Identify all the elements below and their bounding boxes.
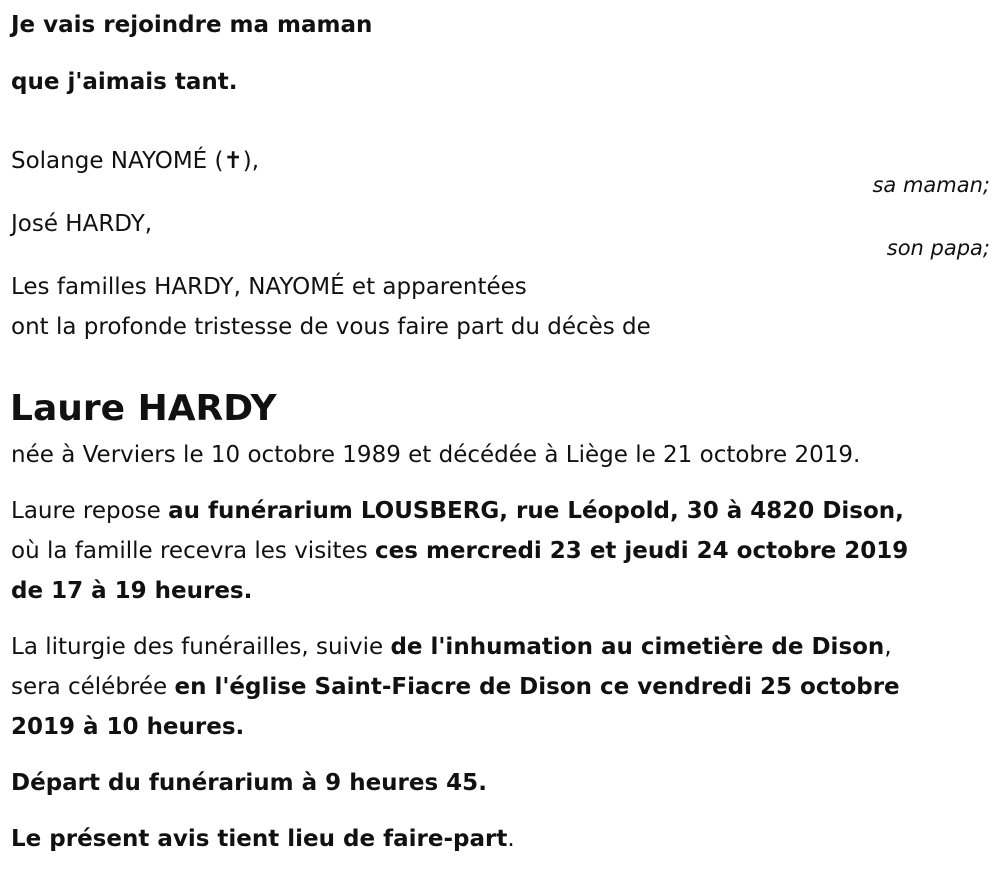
funeral-line-1-comma: ,	[884, 634, 892, 660]
visitation-line-1	[11, 496, 904, 526]
visitation-line-2	[11, 536, 908, 566]
father-name: José HARDY,	[11, 211, 153, 237]
quote-line-1: Je vais rejoindre ma maman	[11, 12, 373, 38]
families-line-2: ont la profonde tristesse de vous faire part du décès de	[11, 314, 651, 340]
church-and-date: en l'église Saint-Fiacre de Dison ce vendredi 25 octobre	[174, 674, 900, 700]
visitation-line-1-text: Laure repose	[11, 498, 169, 524]
funeral-line-2-text: sera célébrée	[11, 674, 175, 700]
departure-line: Départ du funérarium à 9 heures 45.	[11, 770, 487, 796]
visitation-hours: de 17 à 19 heures.	[11, 578, 253, 604]
notice-text: Le présent avis tient lieu de faire-part	[11, 826, 508, 852]
funeral-time: 2019 à 10 heures.	[11, 714, 245, 740]
visitation-days: ces mercredi 23 et jeudi 24 octobre 2019	[375, 538, 909, 564]
funeral-line-1-text: La liturgie des funérailles, suivie	[11, 634, 391, 660]
deceased-name: Laure HARDY	[10, 388, 277, 429]
burial-place: de l'inhumation au cimetière de Dison	[390, 634, 885, 660]
father-role: son papa;	[886, 236, 990, 260]
funeral-line-2	[11, 672, 900, 702]
visitation-line-2-text: où la famille recevra les visites	[11, 538, 376, 564]
funeral-home-address: au funérarium LOUSBERG, rue Léopold, 30 à 4820 Dison,	[168, 498, 904, 524]
mother-role: sa maman;	[872, 173, 990, 197]
families-line-1: Les familles HARDY, NAYOMÉ et apparentées	[11, 274, 527, 300]
notice-line	[11, 824, 515, 854]
notice-period: .	[507, 826, 515, 852]
quote-line-2: que j'aimais tant.	[11, 69, 238, 95]
birth-death-dates: née à Verviers le 10 octobre 1989 et décédée à Liège le 21 octobre 2019.	[11, 442, 861, 468]
funeral-line-1	[11, 632, 892, 662]
mother-name: Solange NAYOMÉ (✝),	[11, 148, 260, 174]
